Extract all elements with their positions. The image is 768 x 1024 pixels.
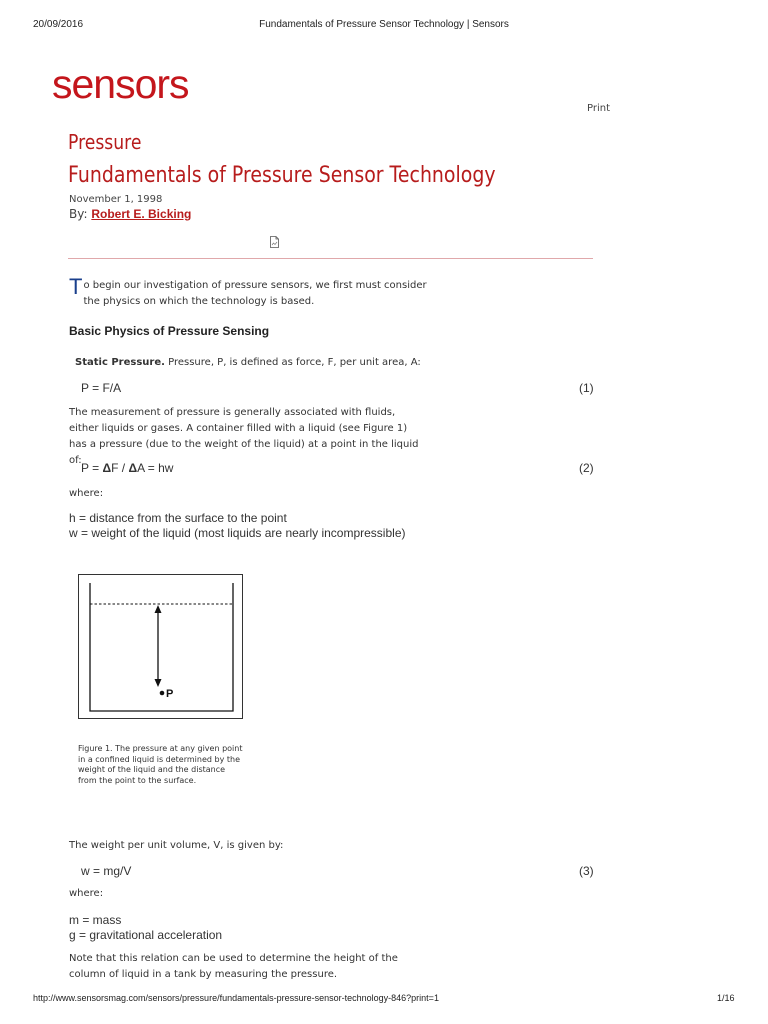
definition-g: g = gravitational acceleration — [69, 928, 223, 942]
equation-3: w = mg/V — [81, 864, 132, 878]
section-label[interactable]: Pressure — [68, 130, 142, 154]
sensors-logo[interactable]: sensors — [52, 61, 189, 107]
byline — [69, 207, 191, 221]
pressure-point — [160, 691, 165, 696]
definitions-2 — [69, 913, 222, 943]
equation-1-number: (1) — [579, 381, 594, 395]
static-pressure-line — [75, 357, 421, 368]
print-url: http://www.sensorsmag.com/sensors/pressure/fundamentals-pressure-sensor-technology-846?print=1 — [33, 993, 439, 1003]
intro-text: o begin our investigation of pressure sensors, we first must consider the physics on which the technology is based. — [83, 280, 427, 307]
equation-3-number: (3) — [579, 864, 594, 878]
figure-frame — [79, 575, 243, 719]
print-page-number: 1/16 — [717, 993, 735, 1003]
broken-image-icon — [270, 236, 279, 248]
article-title: Fundamentals of Pressure Sensor Technology — [68, 163, 496, 188]
definition-w: w = weight of the liquid (most liquids are nearly incompressible) — [69, 526, 406, 540]
static-pressure-label: Static Pressure. — [75, 357, 165, 368]
paragraph-3: The weight per unit volume, V, is given by: — [69, 840, 284, 851]
drop-cap: T — [69, 274, 83, 299]
where-label-2: where: — [69, 888, 104, 899]
definition-m: m = mass — [69, 913, 122, 927]
paragraph-2: The measurement of pressure is generally associated with fluids, either liquids or gases. A container filled with a liquid (see Figure 1) has a pressure (due to the weight of the liquid) at a point in the liquid of: — [69, 407, 419, 466]
point-p-label: P — [166, 688, 174, 700]
print-page-title: Fundamentals of Pressure Sensor Technology | Sensors — [259, 19, 509, 30]
print-link[interactable]: Print — [587, 103, 611, 114]
by-label: By: — [69, 207, 88, 221]
equation-2-p: P = — [81, 461, 103, 475]
figure-1-diagram — [78, 574, 244, 720]
figure-1-caption: Figure 1. The pressure at any given point in a confined liquid is determined by the weight of the liquid and the distance from the point to the surface. — [78, 744, 243, 785]
author-link[interactable]: Robert E. Bicking — [91, 207, 192, 221]
article-date: November 1, 1998 — [69, 194, 163, 205]
definition-h: h = distance from the surface to the point — [69, 511, 287, 525]
delta-symbol-1: Δ — [102, 461, 112, 475]
equation-2-rest: A = hw — [137, 461, 174, 475]
print-date: 20/09/2016 — [33, 19, 84, 30]
section-heading: Basic Physics of Pressure Sensing — [69, 324, 270, 338]
equation-2 — [81, 461, 173, 475]
title-divider — [68, 258, 593, 259]
equation-2-number: (2) — [579, 461, 594, 475]
intro-paragraph — [69, 274, 429, 310]
equation-1: P = F/A — [81, 381, 122, 395]
delta-symbol-2: Δ — [128, 461, 138, 475]
static-pressure-text: Pressure, P, is defined as force, F, per unit area, A: — [164, 357, 421, 368]
paragraph-4: Note that this relation can be used to determine the height of the column of liquid in a tank by measuring the pressure. — [69, 953, 398, 980]
equation-2-f: F / — [111, 461, 129, 475]
where-label-1: where: — [69, 488, 104, 499]
definitions-1 — [69, 511, 406, 541]
